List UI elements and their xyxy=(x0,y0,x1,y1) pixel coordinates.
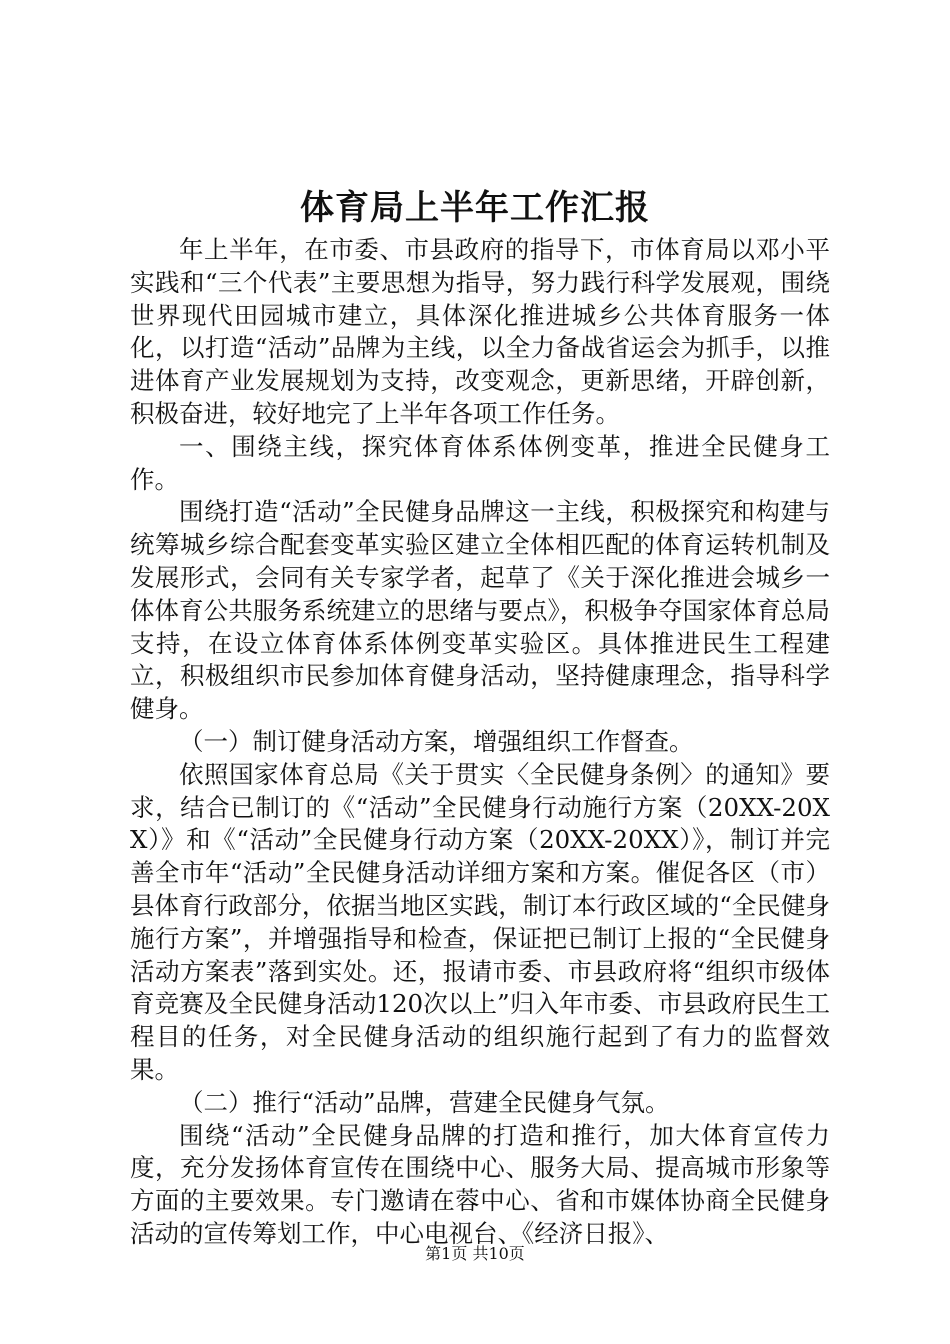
paragraph-intro: 年上半年，在市委、市县政府的指导下，市体育局以邓小平实践和“三个代表”主要思想为指导，努力践行科学发展观，围绕世界现代田园城市建立，具体深化推进城乡公共体育服务一体化，以打造“活动”品牌为主线，以全力备战省运会为抓手，以推进体育产业发展规划为支持，改变观念，更新思绪，开辟创新，积极奋进，较好地完了上半年各项工作任务。 xyxy=(130,235,830,428)
section-heading-1: 一、围绕主线，探究体育体系体例变革，推进全民健身工作。 xyxy=(130,431,830,494)
subsection-heading-1: （一）制订健身活动方案，增强组织工作督查。 xyxy=(179,726,694,756)
paragraph-subsection-2: 围绕“活动”全民健身品牌的打造和推行，加大体育宣传力度，充分发扬体育宣传在围绕中心、服务大局、提高城市形象等方面的主要效果。专门邀请在蓉中心、省和市媒体协商全民健身活动的宣传筹划工作，中心电视台、《经济日报》、 xyxy=(130,1120,830,1248)
page-footer: 第1页 共10页 xyxy=(425,1244,525,1263)
document-body xyxy=(130,234,830,1251)
document-title: 体育局上半年工作汇报 xyxy=(300,188,650,228)
subsection-heading-2: （二）推行“活动”品牌，营建全民健身气氛。 xyxy=(179,1087,670,1117)
paragraph-subsection-1: 依照国家体育总局《关于贯实〈全民健身条例〉的通知》要求，结合已制订的《“活动”全民健身行动施行方案（20XX-20XX）》和《“活动”全民健身行动方案（20XX-20XX）》，制订并完善全市年“活动”全民健身活动详细方案和方案。催促各区（市）县体育行政部分，依据当地区实践，制订本行政区域的“全民健身施行方案”，并增强指导和检查，保证把已制订上报的“全民健身活动方案表”落到实处。还，报请市委、市县政府将“组织市级体育竞赛及全民健身活动120次以上”归入年市委、市县政府民生工程目的任务，对全民健身活动的组织施行起到了有力的监督效果。 xyxy=(130,759,830,1084)
paragraph-section-1: 围绕打造“活动”全民健身品牌这一主线，积极探究和构建与统筹城乡综合配套变革实验区建立全体相匹配的体育运转机制及发展形式，会同有关专家学者，起草了《关于深化推进会城乡一体体育公共服务系统建立的思绪与要点》，积极争夺国家体育总局支持，在设立体育体系体例变革实验区。具体推进民生工程建立，积极组织市民参加体育健身活动，坚持健康理念，指导科学健身。 xyxy=(130,497,830,724)
